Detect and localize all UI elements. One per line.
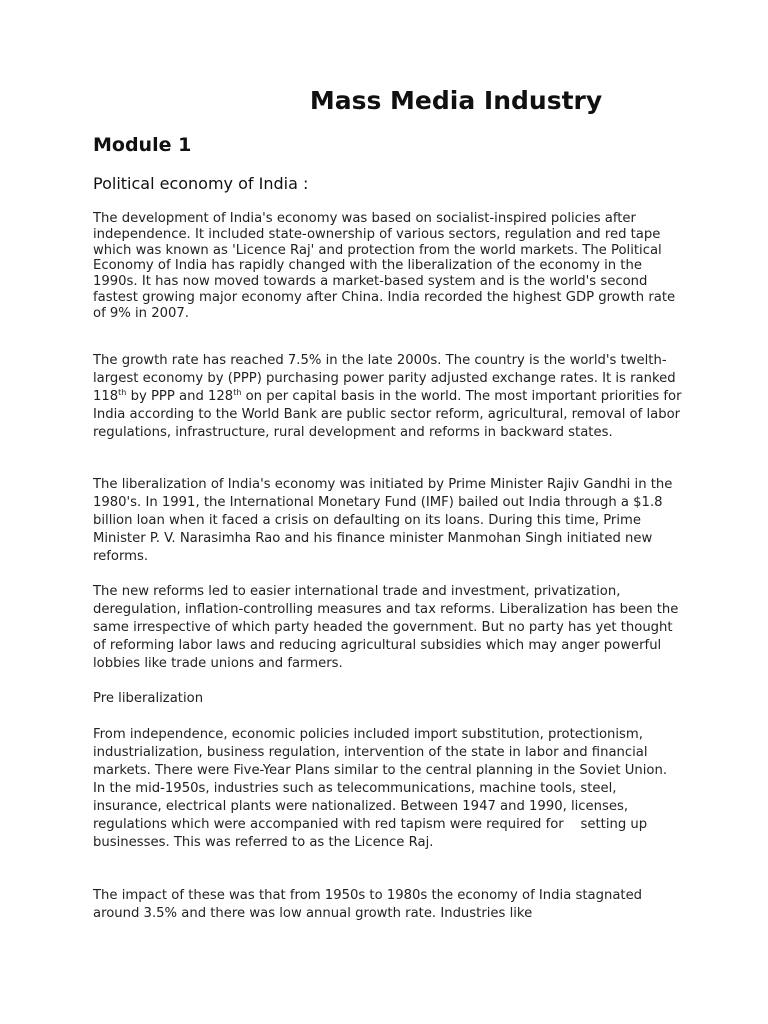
paragraph-independence-policies: From independence, economic policies included import substitution, protectionism, industrialization, business regulation, intervention of the state in labor and financial markets. There were Five-Year Plans similar to the central planning in the Soviet Union. In the mid-1950s, industries such as telecommunications, machine tools, steel, insurance, electrical plants were nationalized. Between 1947 and 1990, licenses, regulations which were accompanied with red tapism were required for setting up businesses. This was referred to as the Licence Raj. [93, 727, 668, 850]
subheading-pre-liberalization: Pre liberalization [93, 691, 204, 706]
paragraph-liberalization: The liberalization of India's economy was initiated by Prime Minister Rajiv Gandhi in the 1980's. In 1991, the International Monetary Fund (IMF) bailed out India through a $1.8 billion loan when it faced a crisis on defaulting on its loans. During this time, Prime Minister P. V. Narasimha Rao and his finance minister Manmohan Singh initiated new reforms. [93, 477, 673, 564]
paragraph-development: The development of India's economy was based on socialist-inspired policies after independence. It included state-ownership of various sectors, regulation and red tape which was known as 'Licence Raj' and protection from the world markets. The Political Economy of India has rapidly changed with the liberalization of the economy in the 1990s. It has now moved towards a market-based system and is the world's second fastest growing major economy after China. India recorded the highest GDP growth rate of 9% in 2007. [93, 211, 676, 321]
paragraph-growth-rate-text-a: The growth rate has reached 7.5% in the late 2000s. The country is the world's twelth-largest economy by (PPP) purchasing power parity adjusted exchange rates. It is ranked 118 [93, 353, 676, 404]
paragraph-new-reforms: The new reforms led to easier international trade and investment, privatization, deregulation, inflation-controlling measures and tax reforms. Liberalization has been the same irrespective of which party headed the government. But no party has yet thought of reforming labor laws and reducing agricultural subsidies which may anger powerful lobbies like trade unions and farmers. [93, 584, 679, 671]
module-heading: Module 1 [93, 134, 192, 156]
paragraph-growth-rate-text-c: on per capital basis in the world. The most important priorities for India according to the World Bank are public sector reform, agricultural, removal of labor regulations, infrastructure, rural development and reforms in backward states. [93, 389, 682, 440]
ordinal-suffix: th [233, 388, 242, 397]
paragraph-growth-rate [93, 352, 683, 442]
document-title: Mass Media Industry [309, 86, 603, 115]
paragraph-impact: The impact of these was that from 1950s to 1980s the economy of India stagnated around 3.5% and there was low annual growth rate. Industries like [93, 888, 643, 921]
paragraph-growth-rate-text-b: by PPP and 128 [126, 389, 234, 404]
ordinal-suffix: th [118, 388, 127, 397]
section-heading: Political economy of India : [93, 174, 309, 193]
